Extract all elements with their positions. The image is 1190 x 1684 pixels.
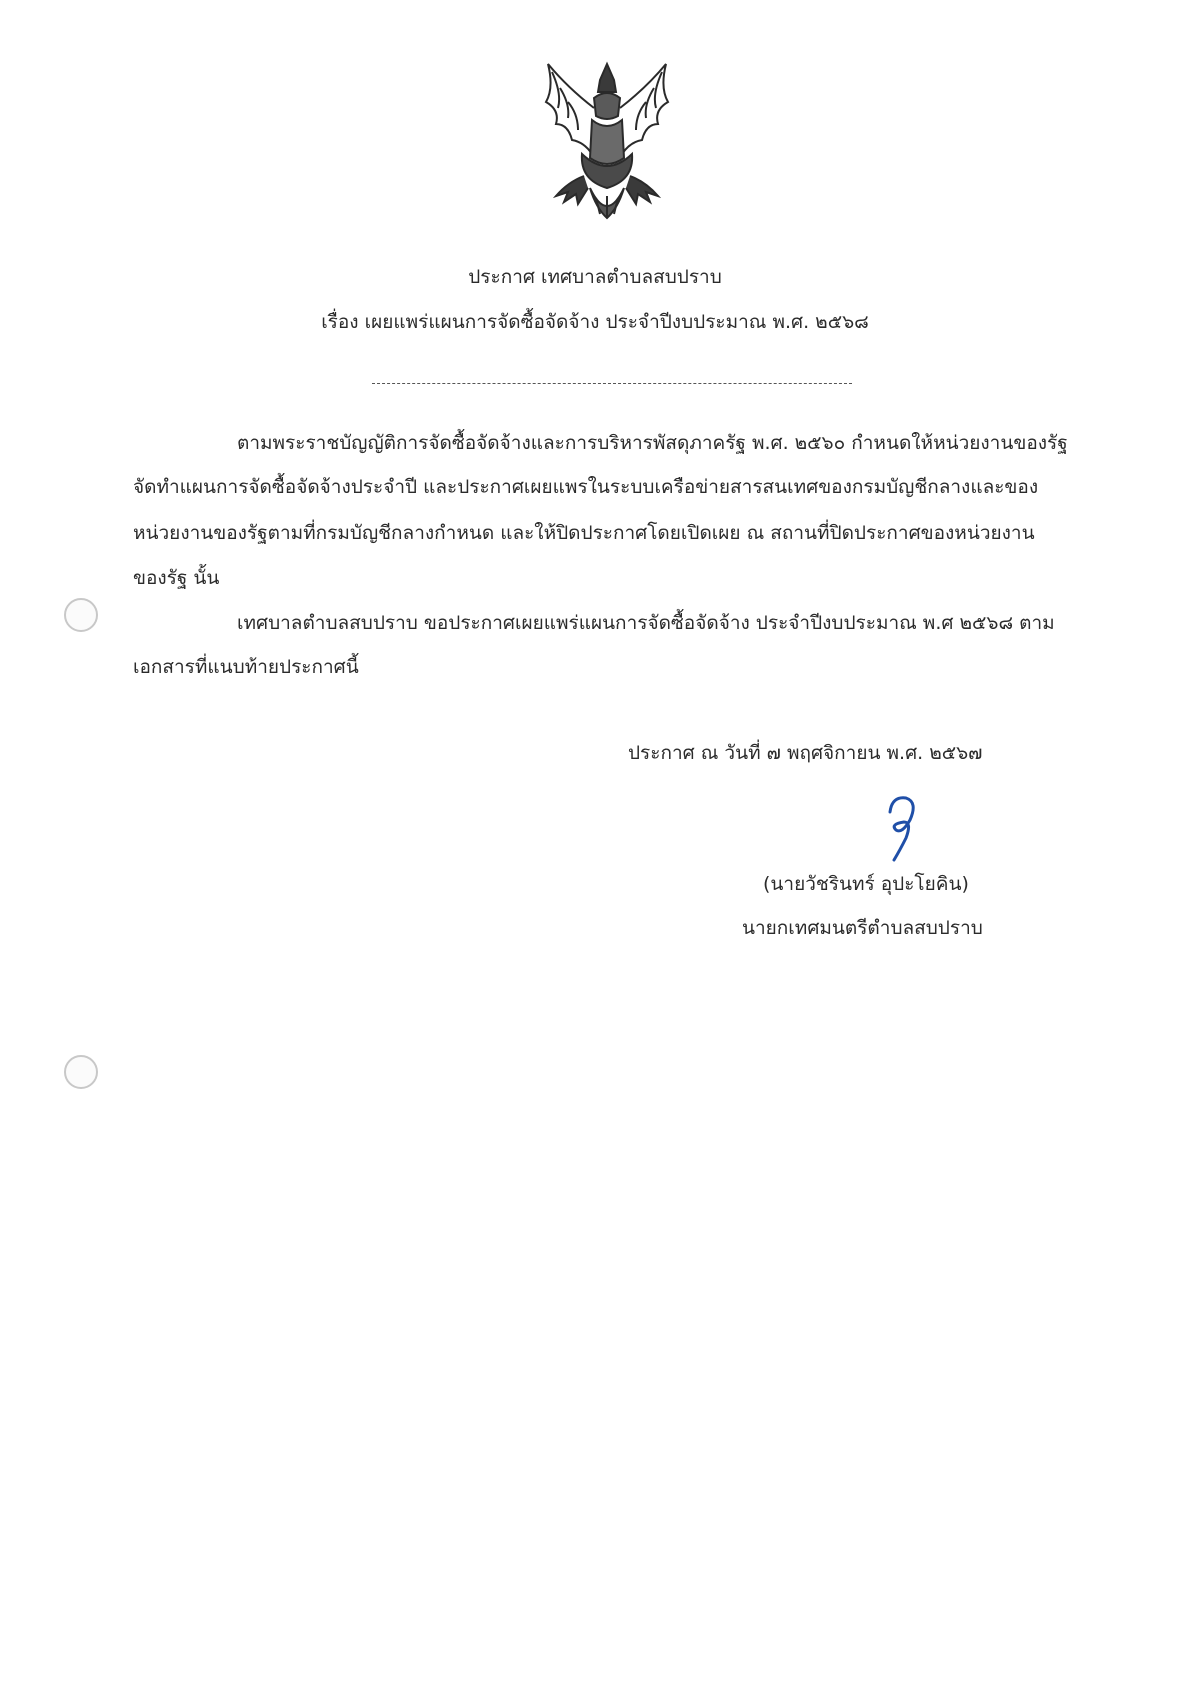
signer-position: นายกเทศมนตรีตำบลสบปราบ — [742, 917, 983, 939]
punch-hole — [64, 598, 98, 632]
body-paragraph-1-line-3: หน่วยงานของรัฐตามที่กรมบัญชีกลางกำหนด และให้ปิดประกาศโดยเปิดเผย ณ สถานที่ปิดประกาศของหน่วยงาน — [133, 522, 1035, 544]
garuda-emblem-icon — [538, 58, 676, 226]
dashed-divider — [372, 383, 852, 384]
body-paragraph-2-line-2: เอกสารที่แนบท้ายประกาศนี้ — [133, 656, 359, 678]
punch-hole — [64, 1055, 98, 1089]
signer-name: (นายวัชรินทร์ อุปะโยคิน) — [763, 873, 969, 895]
announcement-subject: เรื่อง เผยแพร่แผนการจัดซื้อจัดจ้าง ประจำปีงบประมาณ พ.ศ. ๒๕๖๘ — [321, 311, 869, 333]
body-paragraph-1-line-4: ของรัฐ นั้น — [133, 567, 220, 589]
handwritten-signature — [870, 790, 930, 862]
body-paragraph-2-line-1: เทศบาลตำบลสบปราบ ขอประกาศเผยแพร่แผนการจัดซื้อจัดจ้าง ประจำปีงบประมาณ พ.ศ ๒๕๖๘ ตาม — [237, 612, 1055, 634]
announcement-title: ประกาศ เทศบาลตำบลสบปราบ — [468, 266, 722, 288]
announcement-date: ประกาศ ณ วันที่ ๗ พฤศจิกายน พ.ศ. ๒๕๖๗ — [628, 742, 983, 764]
body-paragraph-1-line-1: ตามพระราชบัญญัติการจัดซื้อจัดจ้างและการบริหารพัสดุภาครัฐ พ.ศ. ๒๕๖๐ กำหนดให้หน่วยงานของรัฐ — [237, 432, 1068, 454]
body-paragraph-1-line-2: จัดทำแผนการจัดซื้อจัดจ้างประจำปี และประกาศเผยแพรในระบบเครือข่ายสารสนเทศของกรมบัญชีกลางและของ — [133, 476, 1039, 498]
